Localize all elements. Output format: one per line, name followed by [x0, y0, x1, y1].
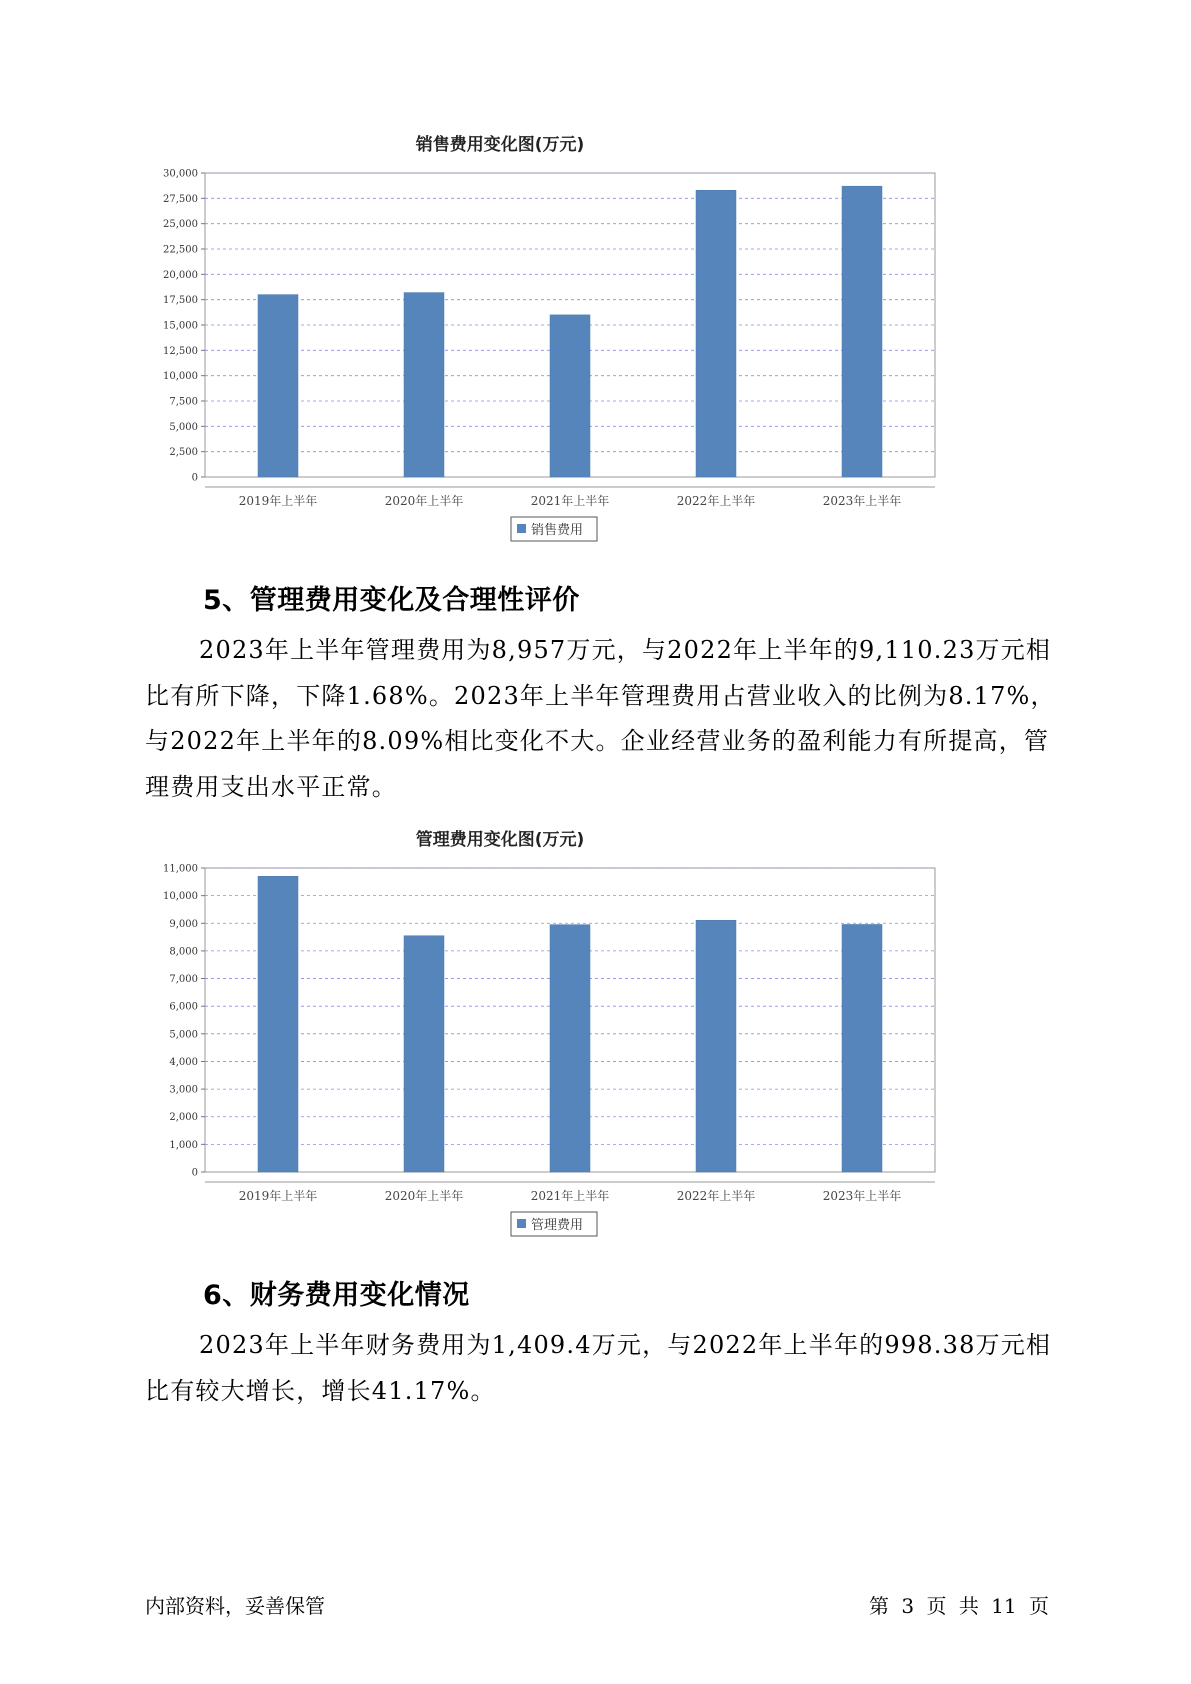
y-tick-label: 6,000: [169, 1001, 198, 1013]
x-tick-label: 2019年上半年: [238, 494, 318, 508]
y-tick-label: 20,000: [163, 269, 198, 281]
bar-2: [404, 293, 444, 477]
legend-swatch: [517, 524, 526, 533]
sales-expense-chart: [140, 125, 1040, 545]
y-tick-label: 5,000: [169, 421, 198, 433]
y-tick-label: 10,000: [163, 371, 198, 383]
bar-4: [696, 190, 736, 477]
x-tick-label: 2021年上半年: [530, 1189, 610, 1203]
y-tick-label: 2,000: [169, 1112, 198, 1124]
y-tick-label: 17,500: [163, 295, 198, 307]
y-tick-label: 8,000: [169, 946, 198, 958]
y-tick-label: 27,500: [163, 193, 198, 205]
section5-paragraph: 2023年上半年管理费用为8,957万元，与2022年上半年的9,110.23万元相比有所下降，下降1.68%。2023年上半年管理费用占营业收入的比例为8.17%，与2022年上半年的8.09%相比变化不大。企业经营业务的盈利能力有所提高，管理费用支出水平正常。: [145, 636, 1056, 801]
y-tick-label: 0: [191, 472, 198, 484]
x-tick-label: 2019年上半年: [238, 1189, 318, 1203]
chart-title: 销售费用变化图(万元): [415, 135, 585, 155]
y-tick-label: 25,000: [163, 219, 198, 231]
legend-label: 销售费用: [531, 523, 584, 538]
y-tick-label: 12,500: [163, 345, 198, 357]
legend-label: 管理费用: [531, 1218, 584, 1233]
y-tick-label: 9,000: [169, 918, 198, 930]
chart-legend: [511, 1212, 597, 1236]
section5-heading: 5、管理费用变化及合理性评价: [203, 585, 580, 616]
y-tick-label: 4,000: [169, 1056, 198, 1068]
y-tick-label: 1,000: [169, 1139, 198, 1151]
y-tick-label: 10,000: [163, 891, 198, 903]
x-tick-label: 2020年上半年: [384, 1189, 464, 1203]
y-tick-label: 3,000: [169, 1084, 198, 1096]
x-tick-label: 2022年上半年: [676, 494, 756, 508]
sales-expense-chart-svg: [140, 125, 1040, 545]
chart-legend: [511, 517, 597, 541]
section6-heading: 6、财务费用变化情况: [203, 1280, 470, 1311]
bar-3: [550, 925, 590, 1172]
y-tick-label: 0: [191, 1167, 198, 1179]
footer-page-number: 第 3 页 共 11 页: [869, 1594, 1049, 1618]
legend-swatch: [517, 1219, 526, 1228]
bar-5: [842, 924, 882, 1172]
y-tick-label: 22,500: [163, 244, 198, 256]
admin-expense-chart-svg: [140, 820, 1040, 1240]
y-tick-label: 7,500: [169, 396, 198, 408]
bar-3: [550, 315, 590, 477]
x-tick-label: 2020年上半年: [384, 494, 464, 508]
bar-5: [842, 186, 882, 477]
footer-confidential: 内部资料，妥善保管: [145, 1594, 325, 1618]
y-tick-label: 11,000: [163, 863, 198, 875]
y-tick-label: 7,000: [169, 974, 198, 986]
bar-1: [258, 876, 298, 1172]
y-tick-label: 15,000: [163, 320, 198, 332]
bar-1: [258, 295, 298, 477]
x-tick-label: 2022年上半年: [676, 1189, 756, 1203]
x-tick-label: 2023年上半年: [822, 1189, 902, 1203]
x-tick-label: 2021年上半年: [530, 494, 610, 508]
chart-title: 管理费用变化图(万元): [415, 830, 585, 850]
x-tick-label: 2023年上半年: [822, 494, 902, 508]
bar-2: [404, 936, 444, 1172]
y-tick-label: 2,500: [169, 447, 198, 459]
bar-4: [696, 920, 736, 1172]
y-tick-label: 30,000: [163, 168, 198, 180]
admin-expense-chart: [140, 820, 1040, 1240]
y-tick-label: 5,000: [169, 1029, 198, 1041]
section6-paragraph: 2023年上半年财务费用为1,409.4万元，与2022年上半年的998.38万元相比有较大增长，增长41.17%。: [145, 1331, 1052, 1405]
